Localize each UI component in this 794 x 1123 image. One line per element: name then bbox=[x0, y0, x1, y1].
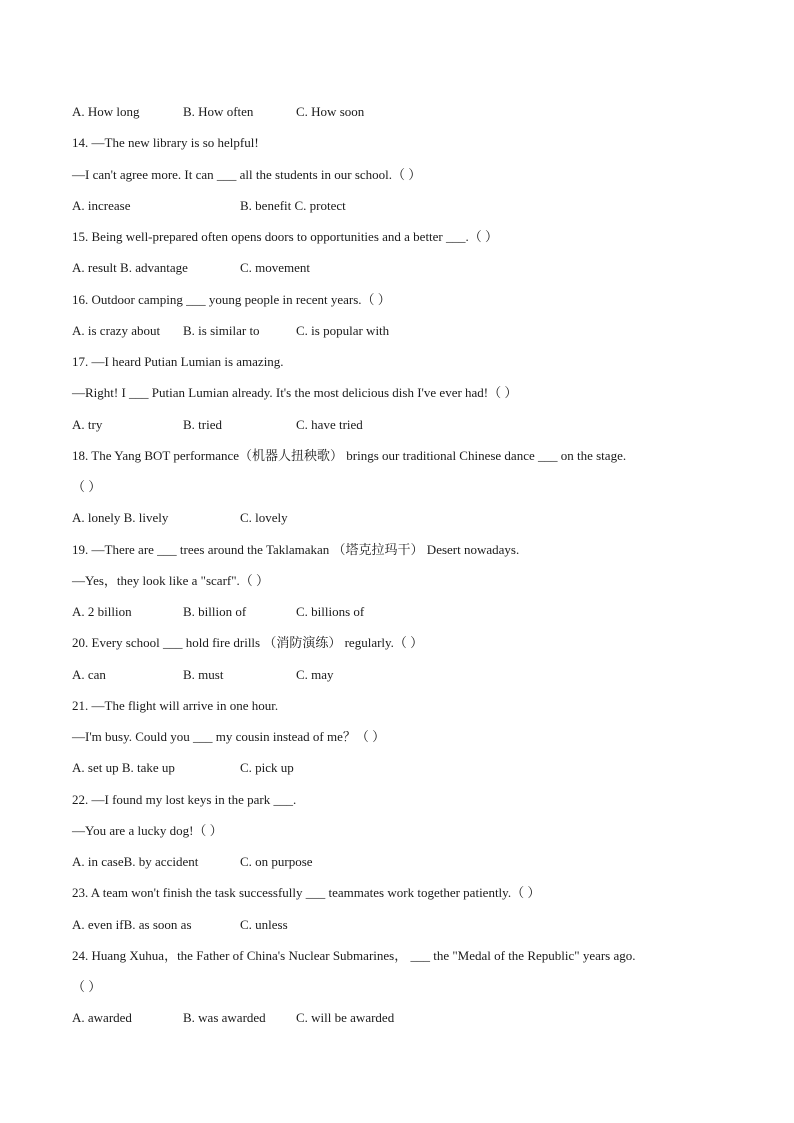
answer-option: A. lonely B. lively bbox=[72, 510, 169, 526]
question-text: —Right! I ___ Putian Lumian already. It's the most delicious dish I've ever had!（ ） bbox=[72, 385, 518, 401]
question-text: 20. Every school ___ hold fire drills （消防演练） regularly.（ ） bbox=[72, 635, 424, 651]
answer-option: B. was awarded bbox=[183, 1010, 266, 1026]
question-text: —Yes，they look like a "scarf".（ ） bbox=[72, 572, 270, 588]
answer-option: B. is similar to bbox=[183, 322, 260, 338]
question-text: （ ） bbox=[72, 979, 102, 994]
answer-option: C. will be awarded bbox=[296, 1010, 395, 1026]
question-text: 14. —The new library is so helpful! bbox=[72, 135, 259, 151]
question-text: —I can't agree more. It can ___ all the students in our school.（ ） bbox=[72, 166, 422, 182]
question-text: 24. Huang Xuhua，the Father of China's Nuclear Submarines， ___ the "Medal of the Republic" years ago. bbox=[72, 947, 636, 963]
question-text: —I'm busy. Could you ___ my cousin instead of me？（ ） bbox=[72, 729, 386, 744]
answer-option: A. 2 billion bbox=[72, 604, 132, 619]
answer-option: C. is popular with bbox=[296, 322, 390, 338]
answer-option: B. tried bbox=[183, 416, 222, 432]
answer-option: B. benefit C. protect bbox=[240, 197, 346, 213]
answer-option: A. can bbox=[72, 666, 106, 682]
question-text: 15. Being well-prepared often opens doors to opportunities and a better ___.（ ） bbox=[72, 229, 499, 244]
question-text: 19. —There are ___ trees around the Taklamakan （塔克拉玛干） Desert nowadays. bbox=[72, 541, 520, 557]
answer-option: A. in caseB. by accident bbox=[72, 854, 199, 869]
answer-option: C. lovely bbox=[240, 510, 288, 526]
answer-option: C. on purpose bbox=[240, 854, 313, 869]
question-text: 22. —I found my lost keys in the park ___. bbox=[72, 791, 297, 807]
answer-option: C. have tried bbox=[296, 416, 363, 432]
question-text: 16. Outdoor camping ___ young people in recent years.（ ） bbox=[72, 291, 391, 307]
answer-option: A. result B. advantage bbox=[72, 260, 188, 276]
answer-option: C. pick up bbox=[240, 760, 294, 776]
answer-option: B. must bbox=[183, 666, 224, 682]
answer-option: A. increase bbox=[72, 197, 131, 213]
question-text: 23. A team won't finish the task successfully ___ teammates work together patiently.（ ） bbox=[72, 885, 541, 901]
answer-option: C. movement bbox=[240, 260, 311, 276]
question-text: 17. —I heard Putian Lumian is amazing. bbox=[72, 354, 284, 369]
answer-option: C. unless bbox=[240, 916, 288, 932]
answer-option: A. How long bbox=[72, 104, 140, 119]
answer-option: A. awarded bbox=[72, 1010, 132, 1026]
question-text: —You are a lucky dog!（ ） bbox=[72, 822, 223, 838]
question-text: 21. —The flight will arrive in one hour. bbox=[72, 697, 279, 713]
answer-option: C. may bbox=[296, 666, 334, 682]
answer-option: C. billions of bbox=[296, 604, 365, 619]
answer-option: A. is crazy about bbox=[72, 322, 161, 338]
question-text: （ ） bbox=[72, 479, 102, 494]
question-text: 18. The Yang BOT performance（机器人扭秧歌） brings our traditional Chinese dance ___ on the stage. bbox=[72, 447, 627, 463]
answer-option: A. try bbox=[72, 416, 103, 432]
answer-option: C. How soon bbox=[296, 104, 365, 119]
answer-option: A. even ifB. as soon as bbox=[72, 916, 192, 932]
answer-option: A. set up B. take up bbox=[72, 760, 175, 776]
answer-option: B. How often bbox=[183, 104, 254, 119]
answer-option: B. billion of bbox=[183, 604, 247, 619]
